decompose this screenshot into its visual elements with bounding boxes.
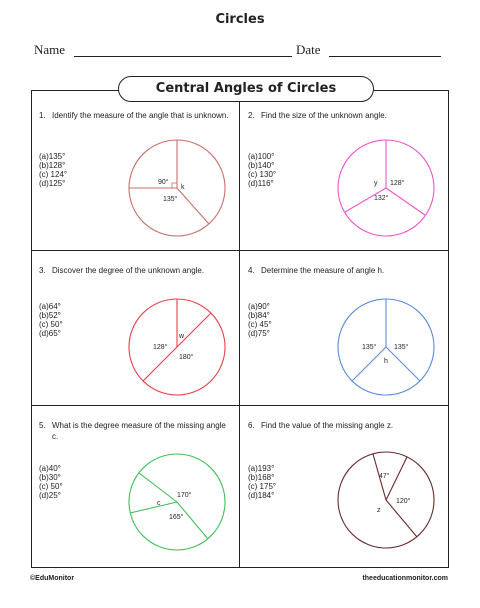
circle-diagram-4 bbox=[332, 295, 442, 399]
question-2 bbox=[248, 110, 440, 121]
option-a[interactable]: (a)100° bbox=[248, 152, 275, 161]
angle-label: z bbox=[377, 507, 381, 514]
question-number: 6. bbox=[248, 421, 255, 430]
question-card-6 bbox=[240, 410, 446, 566]
name-line bbox=[74, 56, 292, 57]
option-b[interactable]: (b)52° bbox=[39, 311, 61, 320]
question-card-4 bbox=[240, 255, 446, 411]
option-d[interactable]: (d)184° bbox=[248, 491, 275, 500]
name-label: Name bbox=[34, 42, 66, 57]
section-banner: Central Angles of Circles bbox=[118, 76, 374, 102]
angle-label: c bbox=[157, 500, 161, 507]
question-3 bbox=[39, 265, 231, 276]
question-card-1 bbox=[31, 100, 237, 256]
angle-label: h bbox=[384, 358, 388, 365]
question-text: What is the degree measure of the missing angle c. bbox=[52, 421, 226, 441]
radius-line bbox=[139, 473, 177, 502]
option-c[interactable]: (c) 124° bbox=[39, 170, 68, 179]
question-5 bbox=[39, 420, 231, 442]
question-1 bbox=[39, 110, 231, 121]
answer-options bbox=[39, 302, 63, 338]
angle-label: 165° bbox=[169, 514, 184, 521]
option-d[interactable]: (d)25° bbox=[39, 491, 61, 500]
option-a[interactable]: (a)135° bbox=[39, 152, 66, 161]
angle-label: 128° bbox=[153, 344, 168, 351]
footer-copyright: ©EduMonitor bbox=[30, 575, 75, 582]
option-b[interactable]: (b)30° bbox=[39, 473, 61, 482]
question-4 bbox=[248, 265, 440, 276]
circle-diagram-2 bbox=[332, 136, 442, 240]
angle-label: 128° bbox=[390, 180, 405, 187]
option-d[interactable]: (d)125° bbox=[39, 179, 66, 188]
circle-diagram-1 bbox=[123, 136, 233, 240]
angle-label: w bbox=[179, 333, 185, 340]
radius-line bbox=[386, 347, 420, 381]
angle-label: 120° bbox=[396, 498, 411, 505]
angle-label: 90° bbox=[158, 179, 169, 186]
option-b[interactable]: (b)84° bbox=[248, 311, 270, 320]
answer-options bbox=[248, 464, 276, 500]
option-d[interactable]: (d)75° bbox=[248, 329, 270, 338]
radius-line bbox=[352, 347, 386, 381]
angle-label: k bbox=[181, 184, 185, 191]
question-text: Find the value of the missing angle z. bbox=[261, 421, 394, 430]
option-a[interactable]: (a)40° bbox=[39, 464, 61, 473]
question-number: 4. bbox=[248, 266, 255, 275]
option-c[interactable]: (c) 45° bbox=[248, 320, 272, 329]
question-text: Identify the measure of the angle that is unknown. bbox=[52, 111, 229, 120]
question-number: 1. bbox=[39, 111, 46, 120]
name-field[interactable] bbox=[34, 42, 294, 58]
angle-label: 135° bbox=[362, 344, 377, 351]
answer-options bbox=[248, 152, 276, 188]
option-b[interactable]: (b)128° bbox=[39, 161, 66, 170]
circle-diagram-3 bbox=[123, 295, 233, 399]
date-line bbox=[329, 56, 441, 57]
angle-label: y bbox=[374, 180, 378, 187]
answer-options bbox=[248, 302, 272, 338]
option-c[interactable]: (c) 130° bbox=[248, 170, 277, 179]
angle-label: 132° bbox=[374, 195, 389, 202]
page-title: Circles bbox=[215, 12, 265, 27]
footer-website[interactable]: theeducationmonitor.com bbox=[362, 575, 448, 582]
angle-label: 47° bbox=[379, 473, 390, 480]
answer-options bbox=[39, 152, 67, 188]
angle-label: 135° bbox=[394, 344, 409, 351]
question-number: 2. bbox=[248, 111, 255, 120]
circle-diagram-6 bbox=[332, 448, 442, 552]
question-6 bbox=[248, 420, 440, 431]
option-b[interactable]: (b)140° bbox=[248, 161, 275, 170]
question-card-3 bbox=[31, 255, 237, 411]
radius-line bbox=[177, 188, 209, 224]
option-a[interactable]: (a)193° bbox=[248, 464, 275, 473]
radius-line bbox=[386, 188, 425, 215]
question-number: 5. bbox=[39, 421, 46, 430]
answer-options bbox=[39, 464, 63, 500]
date-label: Date bbox=[296, 42, 321, 57]
question-card-5 bbox=[31, 410, 237, 566]
question-text: Determine the measure of angle h. bbox=[261, 266, 385, 275]
option-d[interactable]: (d)65° bbox=[39, 329, 61, 338]
angle-label: 180° bbox=[179, 354, 194, 361]
option-c[interactable]: (c) 50° bbox=[39, 320, 63, 329]
radius-line bbox=[130, 502, 177, 513]
circle-diagram-5 bbox=[123, 450, 233, 554]
angle-label: 135° bbox=[163, 196, 178, 203]
option-b[interactable]: (b)168° bbox=[248, 473, 275, 482]
question-text: Find the size of the unknown angle. bbox=[261, 111, 387, 120]
radius-line bbox=[386, 500, 417, 537]
question-card-2 bbox=[240, 100, 446, 256]
option-a[interactable]: (a)90° bbox=[248, 302, 270, 311]
question-number: 3. bbox=[39, 266, 46, 275]
right-angle-marker bbox=[172, 183, 177, 188]
date-field[interactable] bbox=[296, 42, 446, 58]
option-c[interactable]: (c) 50° bbox=[39, 482, 63, 491]
option-a[interactable]: (a)64° bbox=[39, 302, 61, 311]
option-c[interactable]: (c) 175° bbox=[248, 482, 277, 491]
question-text: Discover the degree of the unknown angle. bbox=[52, 266, 205, 275]
angle-label: 170° bbox=[177, 492, 192, 499]
option-d[interactable]: (d)116° bbox=[248, 179, 274, 188]
